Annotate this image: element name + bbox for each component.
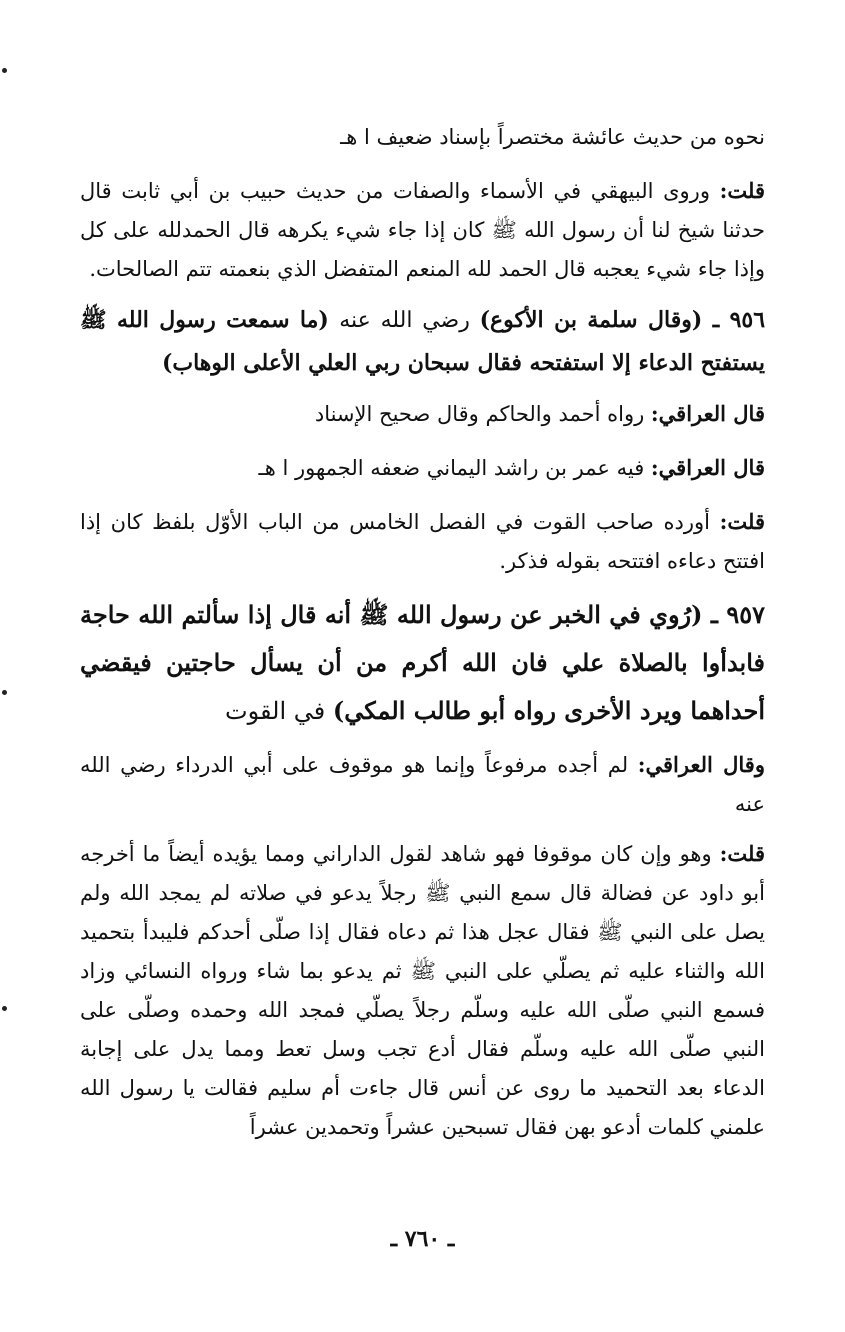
entry-normal-text: رضي الله عنه	[339, 308, 480, 333]
margin-mark	[2, 1006, 7, 1011]
entry-957	[80, 591, 765, 735]
paragraph-label: قلت:	[719, 178, 765, 203]
paragraph-label: قلت:	[719, 841, 765, 866]
entry-number: ٩٥٧ ـ	[710, 600, 766, 629]
paragraph-iraqi-2	[80, 448, 765, 488]
paragraph-text: وهو وإن كان موقوفا فهو شاهد لقول الداراني ومما يؤيده أيضاً ما أخرجه أبو داود عن فضالة قال سمع النبي ﷺ رجلاً يدعو في صلاته لم يمجد الله ولم يصل على النبي ﷺ فقال عجل هذا ثم دعاه فقال إذا صلّى أحدكم فليبدأ بتحميد الله والثناء عليه ثم يصلّي على النبي ﷺ ثم يدعو بما شاء ورواه النسائي وزاد فسمع النبي صلّى الله عليه وسلّم رجلاً يصلّي فمجد الله وحمده وصلّى على النبي صلّى الله عليه وسلّم فقال أدع تجب وسل تعط ومما يدل على إجابة الدعاء بعد التحميد ما روى عن أنس قال جاءت أم سليم فقالت يا رسول الله علمني كلمات أدعو بهن فقال تسبحين عشراً وتحمدين عشراً	[80, 842, 765, 1139]
paragraph-text: أورده صاحب القوت في الفصل الخامس من الباب الأوّل بلفظ كان إذا افتتح دعاءه افتتحه بقوله فذكر.	[80, 510, 765, 573]
paragraph-text: فيه عمر بن راشد اليماني ضعفه الجمهور ا هـ	[258, 456, 651, 480]
paragraph-label: وقال العراقي:	[637, 752, 765, 777]
margin-mark	[2, 690, 7, 695]
entry-normal-text: في القوت	[225, 697, 333, 725]
entry-number: ٩٥٦ ـ	[712, 307, 766, 333]
paragraph-qult-1	[80, 171, 765, 289]
paragraph-text: نحوه من حديث عائشة مختصراً بإسناد ضعيف ا هـ	[340, 125, 765, 149]
paragraph-qult-2	[80, 502, 765, 581]
entry-bold-text: (رُوي في الخبر عن رسول الله ﷺ أنه قال إذا سألتم الله حاجة فابدأوا بالصلاة علي فان الله أكرم من أن يسأل حاجتين فيقضي أحداهما ويرد الأخرى رواه أبو طالب المكي)	[80, 600, 765, 725]
page-number: ـ ٧٦٠ ـ	[390, 1226, 455, 1252]
paragraph-text: رواه أحمد والحاكم وقال صحيح الإسناد	[314, 402, 651, 426]
paragraph-label: قال العراقي:	[650, 401, 765, 426]
paragraph-label: قلت:	[719, 509, 765, 534]
paragraph-label: قال العراقي:	[650, 455, 765, 480]
paragraph-iraqi-3	[80, 745, 765, 824]
paragraph-text: وروى البيهقي في الأسماء والصفات من حديث حبيب بن أبي ثابت قال حدثنا شيخ لنا أن رسول الله ﷺ كان إذا جاء شيء يكرهه قال الحمدلله على كل وإذا جاء شيء يعجبه قال الحمد لله المنعم المتفضل الذي بنعمته تتم الصالحات.	[80, 179, 765, 281]
entry-bold-text: (وقال سلمة بن الأكوع)	[479, 307, 713, 333]
page-body	[80, 118, 765, 1157]
entry-bold-text: (ما سمعت رسول الله ﷺ يستفتح الدعاء إلا استفتحه فقال سبحان ربي العلي الأعلى الوهاب)	[80, 307, 765, 376]
paragraph-intro	[80, 118, 765, 157]
entry-956	[80, 299, 765, 384]
paragraph-iraqi-1	[80, 394, 765, 434]
paragraph-text: لم أجده مرفوعاً وإنما هو موقوف على أبي الدرداء رضي الله عنه	[80, 753, 765, 816]
paragraph-qult-3	[80, 834, 765, 1147]
margin-mark	[2, 68, 7, 73]
